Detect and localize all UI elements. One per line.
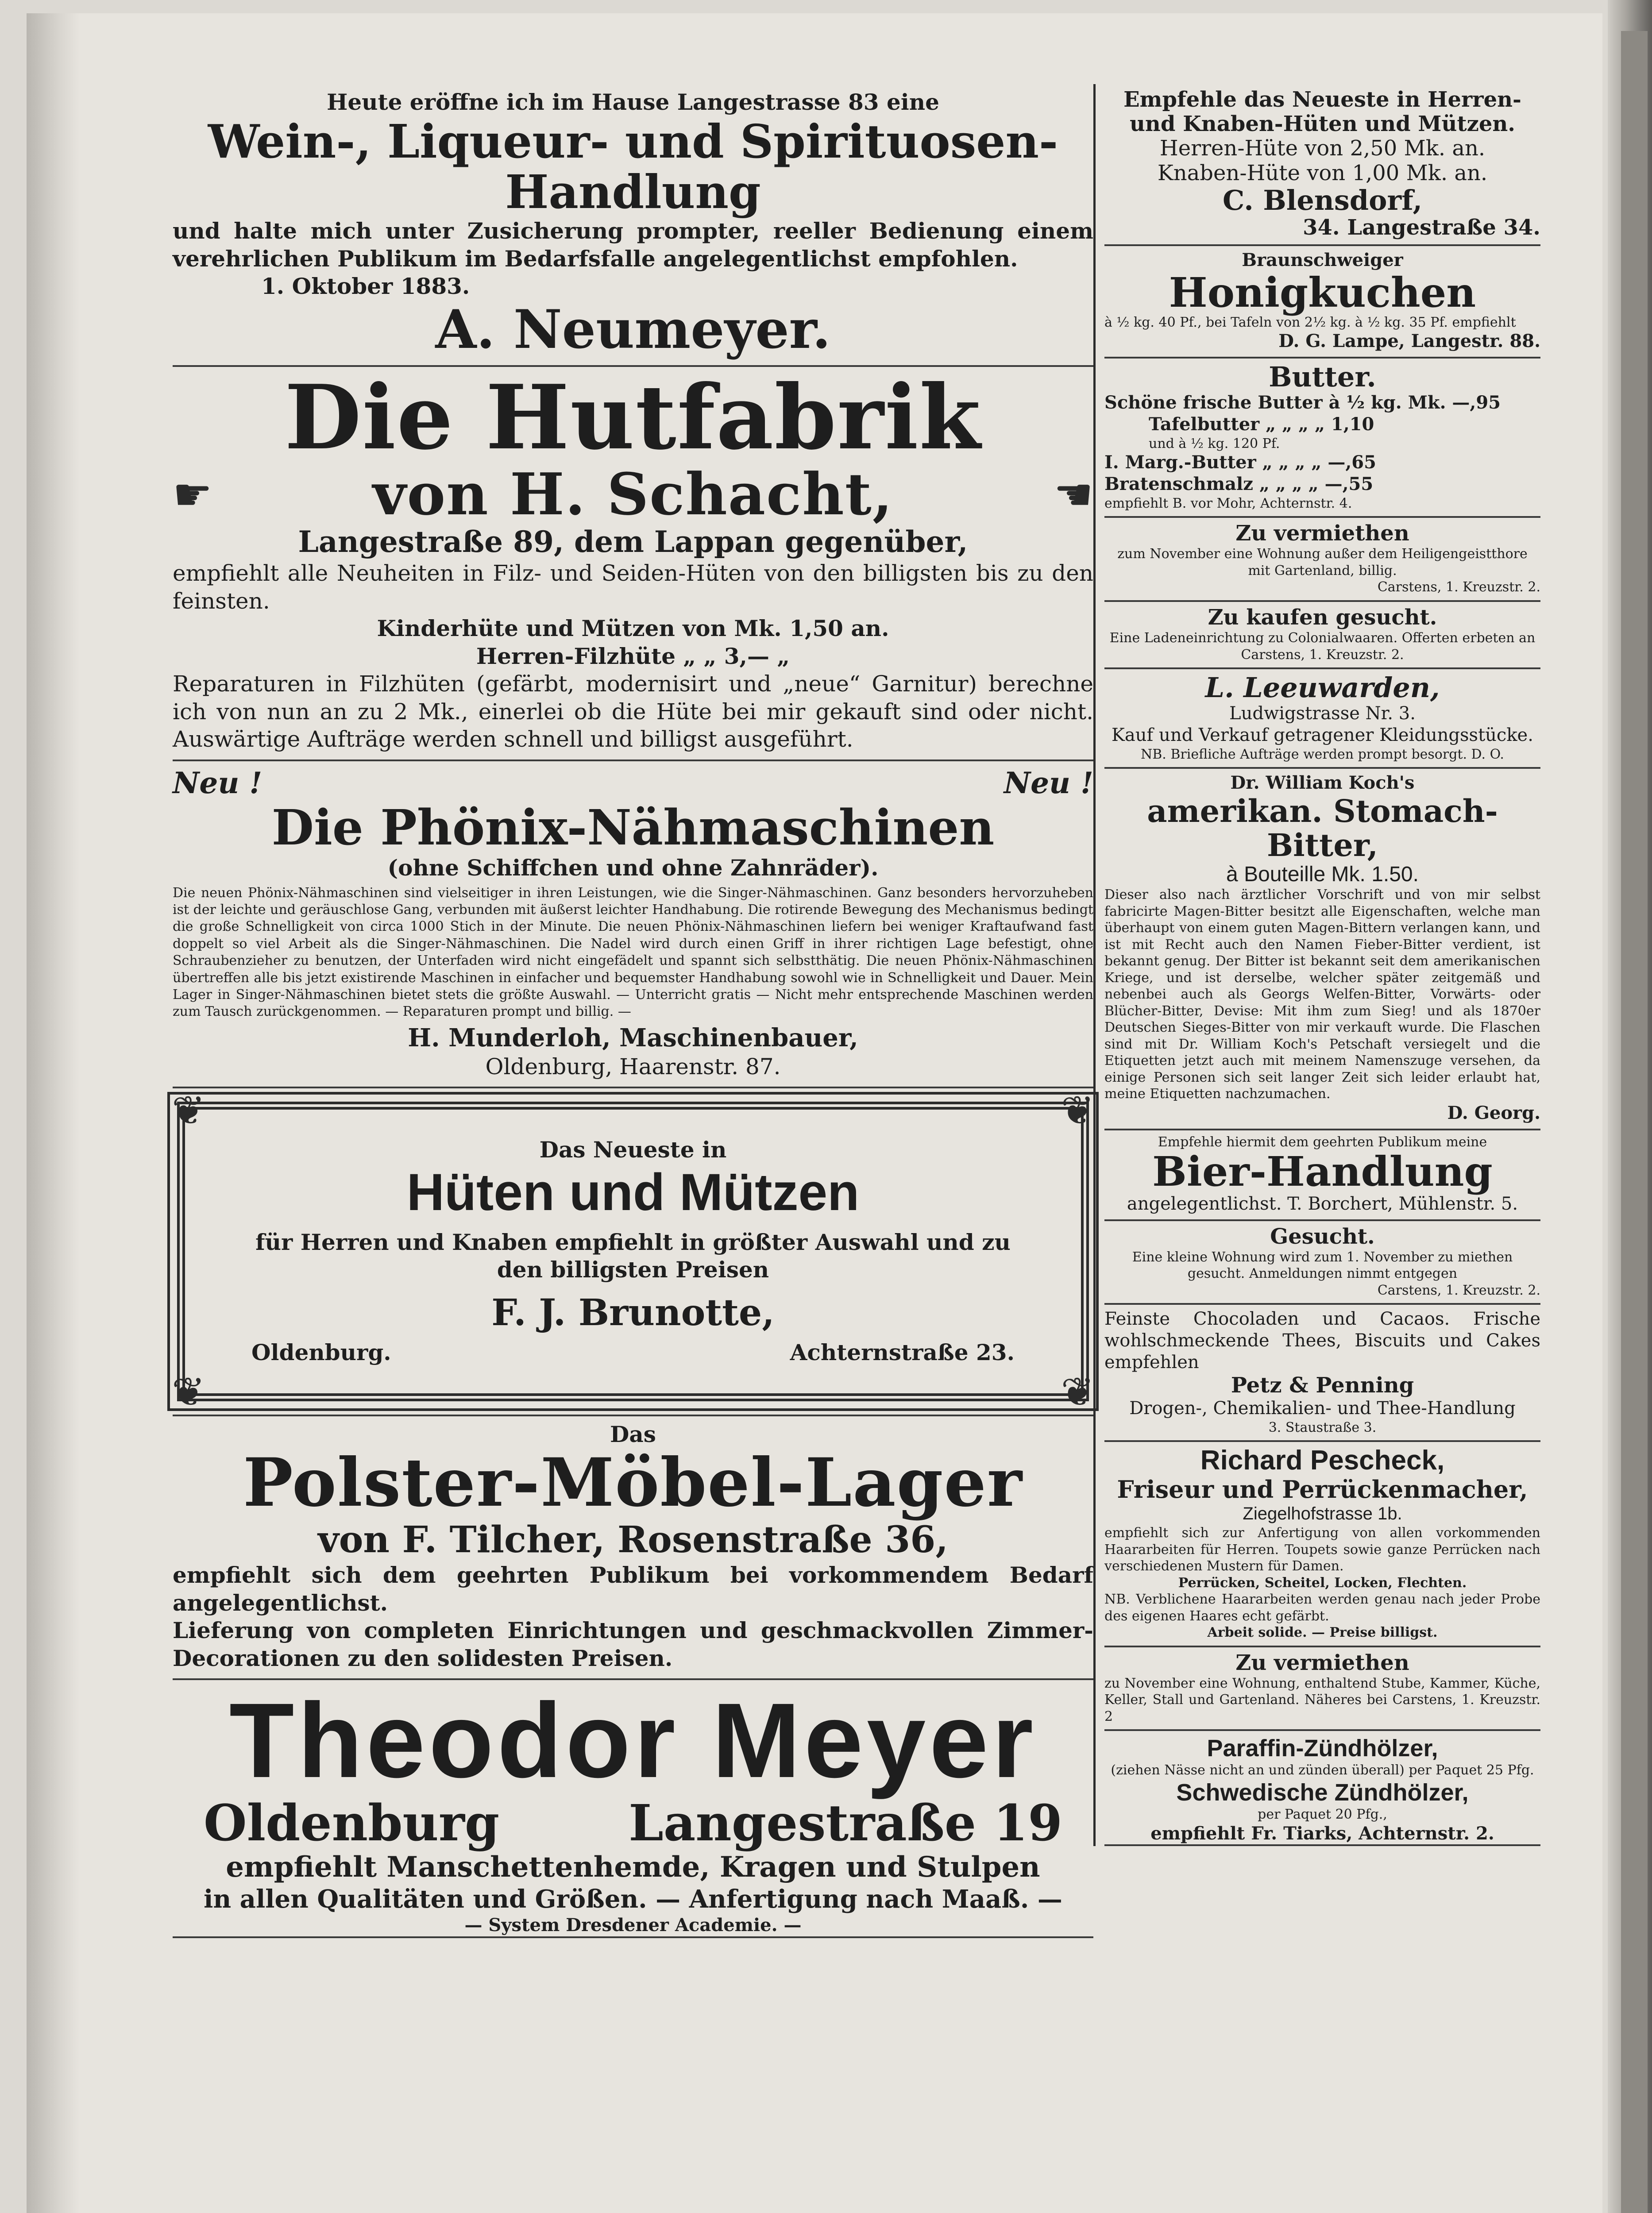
ad-signature: D. G. Lampe, Langestr. 88.	[1278, 331, 1540, 352]
ad-head: Empfehle das Neueste in Herren- und Knaben-Hüten und Mützen.	[1123, 87, 1521, 137]
ad-city: Oldenburg.	[251, 1339, 391, 1366]
price-line: Bratenschmalz „ „ „ „ —,55	[1104, 473, 1374, 494]
ad-signature: F. J. Brunotte,	[491, 1291, 775, 1334]
ornament-corner-icon: ❦	[172, 1369, 205, 1415]
ad-title: Zu kaufen gesucht.	[1208, 605, 1437, 630]
ad-borchert	[1104, 1130, 1540, 1221]
ad-signature: C. Blensdorf,	[1222, 184, 1423, 216]
ad-signature: L. Leeuwarden,	[1205, 671, 1440, 704]
ad-title: Friseur und Perrückenmacher,	[1117, 1475, 1528, 1504]
ad-vermiethen-2	[1104, 1647, 1540, 1731]
ad-petz	[1104, 1305, 1540, 1442]
ad-pre: Das	[610, 1421, 656, 1447]
ad-address: 34. Langestraße 34.	[1303, 215, 1540, 240]
ad-signature: Carstens, 1. Kreuzstr. 2.	[1377, 1282, 1540, 1298]
ad-address: Ziegelhofstrasse 1b.	[1243, 1504, 1402, 1524]
ad-list: Perrücken, Scheitel, Locken, Flechten.	[1178, 1575, 1467, 1591]
left-column	[173, 84, 1093, 1938]
ad-line1: empfiehlt Manschettenhemde, Kragen und Stulpen	[226, 1851, 1040, 1884]
ad-blensdorf	[1104, 84, 1540, 246]
pointing-hand-right-icon: ☛	[173, 468, 212, 520]
ad-line4: Reparaturen in Filzhüten (gefärbt, modernisirt und „neue“ Garnitur) berechne ich von nun an zu 2 Mk., einerlei ob die Hüte bei mir gekauft sind oder nicht. Auswärtige Aufträge werden schnell und billigst ausgeführt.	[173, 671, 1093, 752]
ornament-corner-icon: ❦	[172, 1087, 205, 1134]
ad-body: Eine kleine Wohnung wird zum 1. November zu miethen gesucht. Anmeldungen nimmt entgegen	[1132, 1249, 1513, 1282]
ad-title: Die Phönix-Nähmaschinen	[271, 799, 995, 856]
ad-title: Wein-, Liqueur- und Spirituosen-Handlung	[208, 114, 1058, 219]
ad-line2: Kinderhüte und Mützen von Mk. 1,50 an.	[377, 615, 889, 642]
ad-signature: Petz & Penning	[1231, 1373, 1414, 1398]
ad-body2: Lieferung von completen Einrichtungen und geschmackvollen Zimmer-Decorationen zu den solidesten Preisen.	[173, 1617, 1093, 1671]
ad-signature: Richard Pescheck,	[1200, 1445, 1445, 1476]
ad-body: (ziehen Nässe nicht an und zünden überall) per Paquet 25 Pfg.	[1111, 1762, 1534, 1778]
ad-desc: Drogen-, Chemikalien- und Thee-Handlung	[1129, 1398, 1516, 1419]
pointing-hand-left-icon: ☚	[1054, 468, 1093, 520]
right-column	[1093, 84, 1540, 1846]
ad-body2: per Paquet 20 Pfg.,	[1258, 1807, 1387, 1823]
ad-pescheck	[1104, 1442, 1540, 1647]
ad-line3: Herren-Filzhüte „ „ 3,— „	[476, 643, 790, 669]
ad-title: Zu vermiethen	[1235, 1650, 1409, 1675]
ad-price1: Herren-Hüte von 2,50 Mk. an.	[1159, 136, 1486, 161]
ad-brunotte-frame	[172, 1087, 1094, 1415]
ad-body1: empfiehlt sich dem geehrten Publikum bei vorkommendem Bedarf angelegentlichst.	[173, 1562, 1093, 1616]
ad-signature: A. Neumeyer.	[435, 298, 831, 361]
ad-body: Dieser also nach ärztlicher Vorschrift und von mir selbst fabricirte Magen-Bitter besitzt alle Eigenschaften, welche man überhaupt von einem guten Magen-Bittern verlangen kann, und ist mit Recht auch den Namen Fieber-Bitter verdient, ist bekannt genug. Der Bitter ist bekannt seit dem amerikanischen Kriege, und ist derselbe, welcher später zeitgemäß und nebenbei auch als Georgs Welfen-Bitter, Vorwärts- oder Blücher-Bitter, Devise: Mit ihm zum Sieg! und als 1870er Deutschen Sieges-Bitter von mir verkauft wurde. Die Flaschen sind mit Dr. William Koch's Petschaft versiegelt und die Etiquetten jetzt auch mit meinem Namenszuge versehen, da einige Personen sich seit langer Zeit sich leider erlaubt hat, meine Etiquetten nachzumachen.	[1104, 887, 1540, 1102]
ad-signature: H. Munderloh, Maschinenbauer,	[408, 1023, 858, 1053]
ad-title: Polster-Möbel-Lager	[243, 1444, 1023, 1522]
ad-phoenix	[173, 761, 1093, 1089]
ad-subtitle: (ohne Schiffchen und ohne Zahnräder).	[387, 855, 879, 881]
ad-title: Gesucht.	[1270, 1224, 1375, 1249]
price-line: I. Marg.-Butter „ „ „ „ —,65	[1104, 452, 1376, 473]
ad-pre: Dr. William Koch's	[1230, 772, 1415, 794]
ad-signature: empfiehlt B. vor Mohr, Achternstr. 4.	[1104, 495, 1352, 511]
ad-street: Achternstraße 23.	[790, 1339, 1015, 1366]
ad-tilcher	[173, 1415, 1093, 1680]
ad-byline: von F. Tilcher, Rosenstraße 36,	[318, 1518, 948, 1561]
neu-label-right: Neu !	[1004, 765, 1093, 800]
price-line: Tafelbutter „ „ „ „ 1,10	[1149, 413, 1374, 435]
neu-label-left: Neu !	[173, 765, 262, 800]
ad-koch	[1104, 769, 1540, 1130]
ad-title: Zu vermiethen	[1235, 521, 1409, 546]
ad-title: Honigkuchen	[1169, 268, 1476, 316]
ad-byline: von H. Schacht,	[372, 460, 894, 528]
ad-neumeyer	[173, 84, 1093, 367]
ad-meyer	[173, 1680, 1093, 1938]
ad-body: Kauf und Verkauf getragener Kleidungsstücke.	[1112, 725, 1533, 746]
ad-lampe	[1104, 246, 1540, 359]
ad-title: Butter.	[1269, 360, 1376, 393]
ad-title: Theodor Meyer	[229, 1681, 1037, 1800]
ad-signature: Carstens, 1. Kreuzstr. 2.	[1377, 579, 1540, 595]
ad-body: Feinste Chocoladen und Cacaos. Frische wohlschmeckende Thees, Biscuits und Cakes empfehlen	[1104, 1309, 1540, 1373]
ad-title: Die Hutfabrik	[284, 365, 982, 470]
page-binding-shadow	[27, 13, 80, 2213]
ad-title: Hüten und Mützen	[406, 1163, 860, 1222]
ad-pre: Braunschweiger	[1242, 250, 1403, 271]
ad-line3: — System Dresdener Academie. —	[173, 1914, 1093, 1938]
page-edge-tab	[1621, 31, 1648, 2213]
ad-title: Paraffin-Zündhölzer,	[1207, 1735, 1438, 1762]
ad-signature: empfiehlt Fr. Tiarks, Achternstr. 2.	[1104, 1823, 1540, 1847]
ad-note: NB. Briefliche Aufträge werden prompt besorgt. D. O.	[1141, 746, 1504, 762]
ad-body: Eine Ladeneinrichtung zu Colonialwaaren. Offerten erbeten an Carstens, 1. Kreuzstr. 2.	[1109, 630, 1536, 663]
ad-city: Oldenburg, Haarenstr. 87.	[485, 1053, 781, 1080]
ornament-corner-icon: ❦	[1061, 1087, 1094, 1134]
ad-kaufen	[1104, 602, 1540, 669]
ad-tiarks	[1104, 1731, 1540, 1846]
ad-date: 1. Oktober 1883.	[261, 273, 470, 300]
ad-body: zum November eine Wohnung außer dem Heiligengeistthore mit Gartenland, billig.	[1117, 546, 1528, 578]
ad-pre: Das Neueste in	[539, 1137, 727, 1163]
ad-address: Langestraße 89, dem Lappan gegenüber,	[298, 524, 968, 559]
ad-line1: empfiehlt alle Neuheiten in Filz- und Seiden-Hüten von den billigsten bis zu den feinsten.	[173, 560, 1093, 614]
ad-pre: Empfehle hiermit dem geehrten Publikum meine	[1158, 1134, 1487, 1150]
ad-city: Oldenburg	[204, 1794, 500, 1853]
ornament-corner-icon: ❦	[1061, 1369, 1094, 1415]
ad-body: zu November eine Wohnung, enthaltend Stube, Kammer, Küche, Keller, Stall und Gartenland. Näheres bei Carstens, 1. Kreuzstr. 2	[1104, 1675, 1540, 1724]
ad-body: empfiehlt sich zur Anfertigung von allen vorkommenden Haararbeiten für Herren. Toupets sowie ganze Perrücken nach verschiedenen Mustern für Damen.	[1104, 1525, 1540, 1574]
ad-price: à Bouteille Mk. 1.50.	[1226, 863, 1419, 887]
ad-butter	[1104, 359, 1540, 518]
ad-leeuwarden	[1104, 669, 1540, 769]
ad-note: NB. Verblichene Haararbeiten werden genau nach jeder Probe des eigenen Haares echt gefärbt.	[1104, 1592, 1540, 1624]
ad-body: à ½ kg. 40 Pf., bei Tafeln von 2½ kg. à ½ kg. 35 Pf. empfiehlt	[1104, 314, 1516, 330]
ad-title2: Schwedische Zündhölzer,	[1176, 1779, 1469, 1806]
ad-hutfabrik	[173, 367, 1093, 761]
ad-title: Bier-Handlung	[1152, 1148, 1493, 1196]
ad-street: Langestraße 19	[629, 1794, 1062, 1853]
ad-intro: Heute eröffne ich im Hause Langestrasse 83 eine	[327, 89, 939, 115]
ad-body: für Herren und Knaben empfiehlt in größter Auswahl und zu den billigsten Preisen	[255, 1229, 1011, 1283]
ad-title: amerikan. Stomach-Bitter,	[1147, 793, 1498, 864]
ad-signature: D. Georg.	[1447, 1102, 1540, 1123]
ad-signature: angelegentlichst. T. Borchert, Mühlenstr. 5.	[1127, 1193, 1518, 1214]
ad-vermiethen-1	[1104, 518, 1540, 602]
price-line: Schöne frische Butter à ½ kg. Mk. —,95	[1104, 392, 1501, 413]
ad-body: Die neuen Phönix-Nähmaschinen sind vielseitiger in ihren Leistungen, wie die Singer-Nähmaschinen. Ganz besonders hervorzuheben ist der leichte und geräuschlose Gang, verbunden mit äußerst leichter Handhabung. Die rotirende Bewegung des Mechanismus bedingt die große Schnelligkeit von circa 1000 Stich in der Minute. Die neuen Phönix-Nähmaschinen liefern bei weniger Kraftaufwand fast doppelt so viel Arbeit als die Singer-Nähmaschinen. Die Nadel wird durch einen Griff in ihrer richtigen Lage befestigt, ohne Schraubenzieher zu benutzen, der Unterfaden wird nicht eingefädelt und spannt sich selbstthätig. Die neuen Phönix-Nähmaschinen übertreffen alle bis jetzt existirende Maschinen in einfacher und bequemster Handhabung sowohl wie in Schnelligkeit und Dauer. Mein Lager in Singer-Nähmaschinen bietet stets die größte Auswahl. — Unterricht gratis — Nicht mehr entsprechende Maschinen werden zum Tausch zurückgenommen. — Reparaturen prompt und billig. —	[173, 885, 1093, 1020]
price-line: und à ½ kg. 120 Pf.	[1149, 436, 1280, 451]
ad-slogan: Arbeit solide. — Preise billigst.	[1207, 1625, 1438, 1641]
ad-price2: Knaben-Hüte von 1,00 Mk. an.	[1157, 160, 1488, 185]
ad-address: Ludwigstrasse Nr. 3.	[1229, 703, 1416, 724]
ad-address: 3. Staustraße 3.	[1268, 1419, 1377, 1435]
ad-line2: in allen Qualitäten und Größen. — Anfertigung nach Maaß. —	[204, 1885, 1062, 1914]
ad-gesucht	[1104, 1221, 1540, 1305]
ad-body: und halte mich unter Zusicherung prompter, reeller Bedienung einem verehrlichen Publikum im Bedarfsfalle angelegentlichst empfohlen.	[173, 218, 1093, 272]
